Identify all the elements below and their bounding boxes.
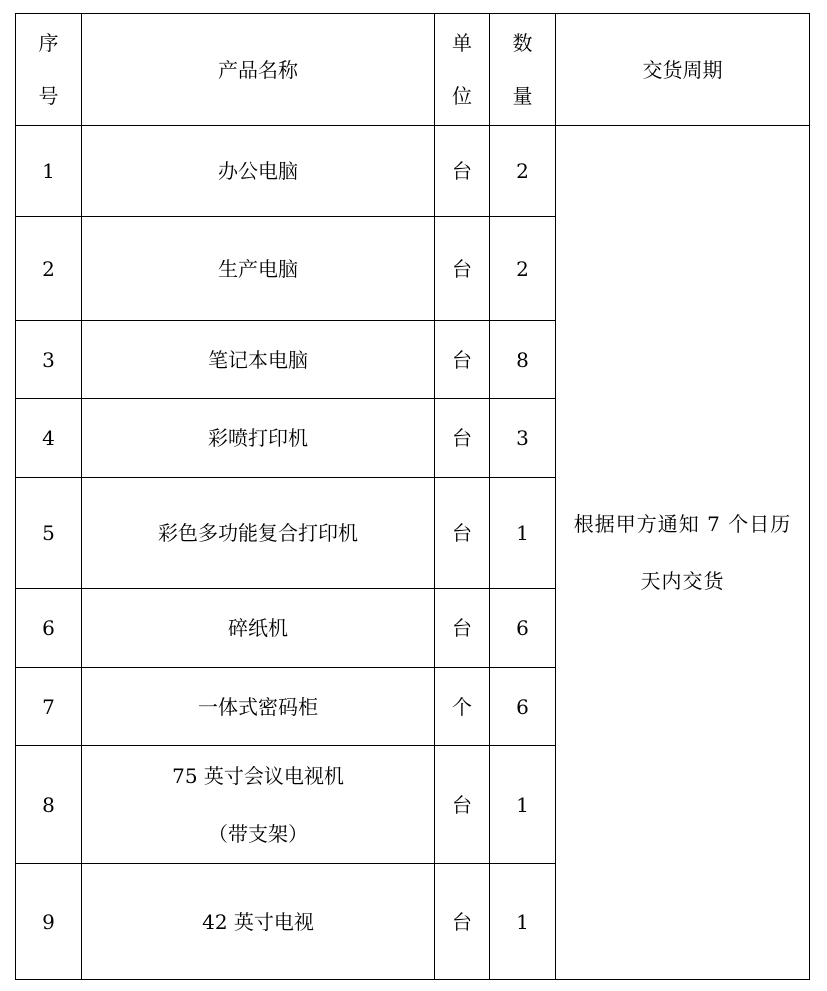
cell-qty: 6 bbox=[490, 668, 556, 746]
header-unit-line1: 单 bbox=[452, 31, 472, 55]
cell-name: 笔记本电脑 bbox=[82, 321, 435, 399]
table-row bbox=[16, 126, 810, 217]
cell-qty: 3 bbox=[490, 399, 556, 478]
header-unit-line2: 位 bbox=[452, 84, 472, 108]
cell-unit: 台 bbox=[435, 126, 490, 217]
cell-name: 彩喷打印机 bbox=[82, 399, 435, 478]
cell-name: 碎纸机 bbox=[82, 589, 435, 668]
header-seq-line2: 号 bbox=[38, 84, 59, 108]
cell-name: 彩色多功能复合打印机 bbox=[82, 478, 435, 589]
cell-unit: 台 bbox=[435, 321, 490, 399]
cell-unit: 台 bbox=[435, 478, 490, 589]
cell-seq: 2 bbox=[16, 217, 82, 321]
cell-unit: 个 bbox=[435, 668, 490, 746]
cell-name-line1: 75 英寸会议电视机 bbox=[172, 763, 344, 788]
cell-unit: 台 bbox=[435, 746, 490, 864]
cell-name: 办公电脑 bbox=[82, 126, 435, 217]
product-table bbox=[15, 13, 810, 980]
cell-qty: 1 bbox=[490, 864, 556, 980]
cell-seq: 7 bbox=[16, 668, 82, 746]
delivery-note: 根据甲方通知 7 个日历天内交货 bbox=[573, 511, 792, 593]
cell-name: 生产电脑 bbox=[82, 217, 435, 321]
header-row bbox=[16, 14, 810, 126]
cell-unit: 台 bbox=[435, 589, 490, 668]
cell-seq: 1 bbox=[16, 126, 82, 217]
header-unit bbox=[435, 14, 490, 126]
cell-seq: 4 bbox=[16, 399, 82, 478]
cell-seq: 3 bbox=[16, 321, 82, 399]
cell-seq: 8 bbox=[16, 746, 82, 864]
cell-qty: 6 bbox=[490, 589, 556, 668]
cell-unit: 台 bbox=[435, 399, 490, 478]
cell-qty: 8 bbox=[490, 321, 556, 399]
header-delivery bbox=[556, 14, 810, 126]
cell-qty: 2 bbox=[490, 217, 556, 321]
header-seq bbox=[16, 14, 82, 126]
header-product-label: 产品名称 bbox=[218, 57, 298, 82]
cell-qty: 1 bbox=[490, 746, 556, 864]
cell-name: 一体式密码柜 bbox=[82, 668, 435, 746]
cell-name bbox=[82, 746, 435, 864]
header-product bbox=[82, 14, 435, 126]
header-qty-line2: 量 bbox=[512, 84, 533, 108]
cell-seq: 6 bbox=[16, 589, 82, 668]
cell-name: 42 英寸电视 bbox=[82, 864, 435, 980]
cell-qty: 1 bbox=[490, 478, 556, 589]
header-delivery-label: 交货周期 bbox=[642, 57, 723, 82]
cell-unit: 台 bbox=[435, 217, 490, 321]
cell-seq: 5 bbox=[16, 478, 82, 589]
cell-seq: 9 bbox=[16, 864, 82, 980]
header-seq-line1: 序 bbox=[38, 31, 59, 55]
cell-name-line2: （带支架） bbox=[208, 821, 308, 846]
header-qty bbox=[490, 14, 556, 126]
header-qty-line1: 数 bbox=[512, 31, 533, 55]
cell-unit: 台 bbox=[435, 864, 490, 980]
delivery-note-cell bbox=[556, 126, 810, 980]
cell-qty: 2 bbox=[490, 126, 556, 217]
